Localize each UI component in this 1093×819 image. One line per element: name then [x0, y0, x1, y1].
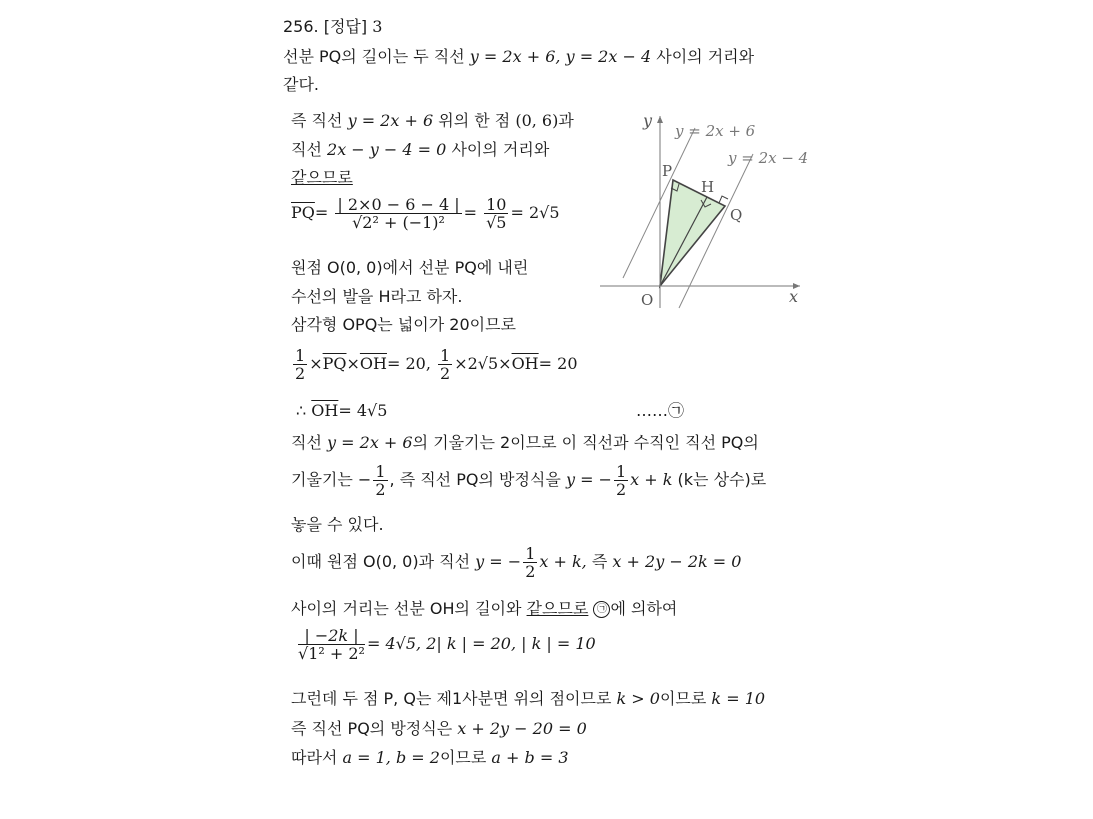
label-h: H: [701, 178, 715, 196]
area-equation: $\frac{1}{2}$ $\times\overline{PQ}\times\overline{OH}= 20$, $\frac{1}{2}$ $\times 2√5\times\overline{OH}= 20$: [295, 346, 578, 383]
label-o: O: [641, 291, 654, 309]
label-q: Q: [730, 206, 743, 224]
step7-line-1: 그런데 두 점 P, Q는 제1사분면 위의 점이므로 k > 0이므로 k = 10: [291, 689, 766, 708]
step6-line-2: 사이의 거리는 선분 OH의 길이와 같으므로 ㉠ 에 의하여: [291, 599, 678, 618]
k-equation: $\frac{| -2k |}{\text{√1² + 2²}}$ = 4√5, 2| k | = 20, | k | = 10: [298, 626, 596, 663]
oh-result: ∴ $\overline{OH}= 4√5$: [296, 401, 388, 420]
label-p: P: [662, 162, 673, 180]
label-x: x: [789, 287, 799, 306]
step1-line-2: 직선 2x − y − 4 = 0 사이의 거리와: [291, 140, 550, 159]
step1-line-3: 같으므로: [291, 168, 353, 187]
step1-line-1: 즉 직선 y = 2x + 6 위의 한 점 (0, 6)과: [291, 111, 574, 130]
answer-tag: [정답]: [323, 17, 368, 36]
step5-line-2: 기울기는 − $\frac{1}{2}$ , 즉 직선 PQ의 방정식을 y = − $\frac{1}{2}$ x + k (k는 상수)로: [291, 462, 767, 499]
fraction-distance: $\frac{| 2\times 0 - 6 - 4 |}{\text{√2² + (−1)²}}$: [337, 195, 460, 232]
step2-line-2: 수선의 발을 H라고 하자.: [291, 287, 463, 306]
step2-line-1: 원점 O(0, 0)에서 선분 PQ에 내린: [291, 258, 529, 277]
problem-number: 256.: [283, 17, 319, 36]
step5-line-1: 직선 y = 2x + 6의 기울기는 2이므로 이 직선과 수직인 직선 PQ의: [291, 433, 759, 452]
step6-line-1: 이때 원점 O(0, 0)과 직선 y = − $\frac{1}{2}$ x + k, 즉 x + 2y − 2k = 0: [291, 544, 742, 581]
step7-line-3: 따라서 a = 1, b = 2이므로 a + b = 3: [291, 748, 569, 767]
equation-ref-1: ……㉠: [636, 401, 685, 420]
ref-mark: ㉠: [668, 401, 685, 420]
intro-line-1: 선분 PQ의 길이는 두 직선 y = 2x + 6, y = 2x − 4 사이의 거리와: [283, 47, 755, 66]
step2-line-3: 삼각형 OPQ는 넓이가 20이므로: [291, 315, 517, 334]
problem-header: [283, 17, 382, 37]
fraction-ten-root5: $\frac{10}{√5}$: [486, 195, 507, 232]
y-axis-arrow: [657, 116, 663, 123]
ref-mark: ㉠: [593, 601, 610, 618]
step7-line-2: 즉 직선 PQ의 방정식은 x + 2y − 20 = 0: [291, 719, 587, 738]
answer-value: 3: [372, 17, 383, 36]
label-line-lower: y = 2x − 4: [728, 149, 809, 167]
step5-line-3: 놓을 수 있다.: [291, 515, 384, 534]
intro-line-2: 같다.: [283, 75, 319, 94]
geometry-figure: [595, 108, 815, 318]
pq-length-equation: $\overline{PQ}=$ $\frac{| 2\times 0 - 6 - 4 |}{\text{√2² + (−1)²}}$ = $\frac{10}{√5}$ = 2√5: [291, 195, 560, 232]
right-angle-q: [719, 196, 728, 203]
label-line-upper: y = 2x + 6: [675, 122, 756, 140]
label-y: y: [643, 111, 653, 130]
